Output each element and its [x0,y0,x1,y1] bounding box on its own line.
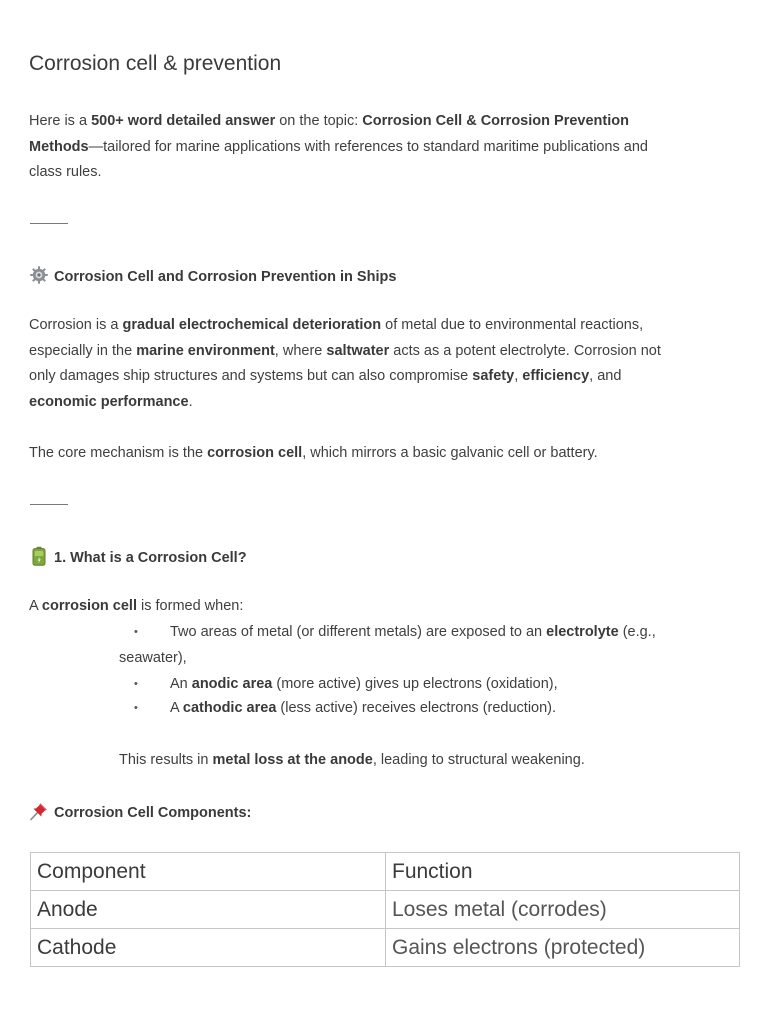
para-text: acts as a potent electrolyte. Corrosion not [389,342,661,359]
para-bold: gradual electrochemical deterioration [122,317,382,333]
page-title: Corrosion cell & prevention [29,52,282,75]
table-header-cell: Component [31,853,386,891]
list-bold: cathodic area [182,700,277,716]
list-text: An [170,676,192,692]
components-table [30,852,740,967]
intro-paragraph [29,109,741,186]
formed-paragraph [29,594,741,620]
para-text: The core mechanism is the [29,445,208,461]
bullet-marker: • [134,678,138,690]
list-bold: anodic area [191,676,273,692]
table-cell: Gains electrons (protected) [386,929,740,967]
intro-bold-topic: Corrosion Cell & Corrosion Prevention [362,113,629,129]
section-heading-label: Corrosion Cell and Corrosion Prevention in Ships [54,269,397,285]
bullet-marker: • [134,626,138,638]
para-bold: metal loss at the anode [212,752,373,768]
para-text: , leading to structural weakening. [372,752,585,768]
battery-icon [29,546,49,566]
list-item-cathodic [170,698,556,718]
bullet-marker: • [134,702,138,714]
para-text: This results in [119,752,213,768]
section-heading-components [29,801,251,823]
list-text: (e.g., [618,624,656,640]
section-heading-label: Corrosion Cell Components: [54,805,252,821]
intro-bold-methods: Methods [29,138,89,155]
para-text: Corrosion is a [29,317,123,333]
divider [30,223,68,224]
table-cell: Cathode [31,929,386,967]
list-bold: electrolyte [546,624,619,640]
para-bold: corrosion cell [41,598,137,614]
para-text: especially in the [29,342,137,359]
intro-text: on the topic: [275,113,363,129]
para-text: , [514,368,523,384]
para-bold: saltwater [326,342,390,359]
para-bold: safety [472,368,515,384]
list-text: (less active) receives electrons (reduction). [276,700,557,716]
para-text: only damages ship structures and systems but can also compromise [29,368,473,384]
section-heading-ships [29,265,396,287]
corrosion-paragraph [29,313,741,415]
section-heading-what-is [29,546,247,568]
result-paragraph [119,750,585,770]
divider [30,504,68,505]
para-bold: economic performance [29,393,189,410]
para-bold: efficiency [522,368,590,384]
table-cell: Anode [31,891,386,929]
intro-text: —tailored for marine applications with references to standard maritime publications and [88,138,648,155]
pushpin-icon [29,801,49,821]
para-text: is formed when: [137,598,244,614]
table-header-row [31,853,740,891]
table-header-cell: Function [386,853,740,891]
para-text: , which mirrors a basic galvanic cell or battery. [302,445,598,461]
para-text: , where [274,342,327,359]
intro-text: Here is a [29,113,92,129]
list-item-electrolyte-continued: seawater), [119,650,187,666]
para-text: , and [589,368,622,384]
list-text: Two areas of metal (or different metals) are exposed to an [170,624,547,640]
table-row [31,891,740,929]
para-text: A [29,598,42,614]
para-bold: marine environment [136,342,275,359]
list-item-anodic [170,674,558,694]
para-text: . [188,393,193,410]
gear-icon [29,265,49,285]
table-cell: Loses metal (corrodes) [386,891,740,929]
list-text: (more active) gives up electrons (oxidation), [272,676,558,692]
table-row [31,929,740,967]
list-item-electrolyte [170,622,656,642]
core-mechanism-paragraph [29,441,741,467]
intro-text: class rules. [29,164,102,180]
section-heading-label: 1. What is a Corrosion Cell? [54,550,247,566]
intro-bold-word-count: 500+ word detailed answer [91,113,276,129]
list-text: A [170,700,183,716]
para-bold: corrosion cell [207,445,303,461]
para-text: of metal due to environmental reactions, [381,317,644,333]
